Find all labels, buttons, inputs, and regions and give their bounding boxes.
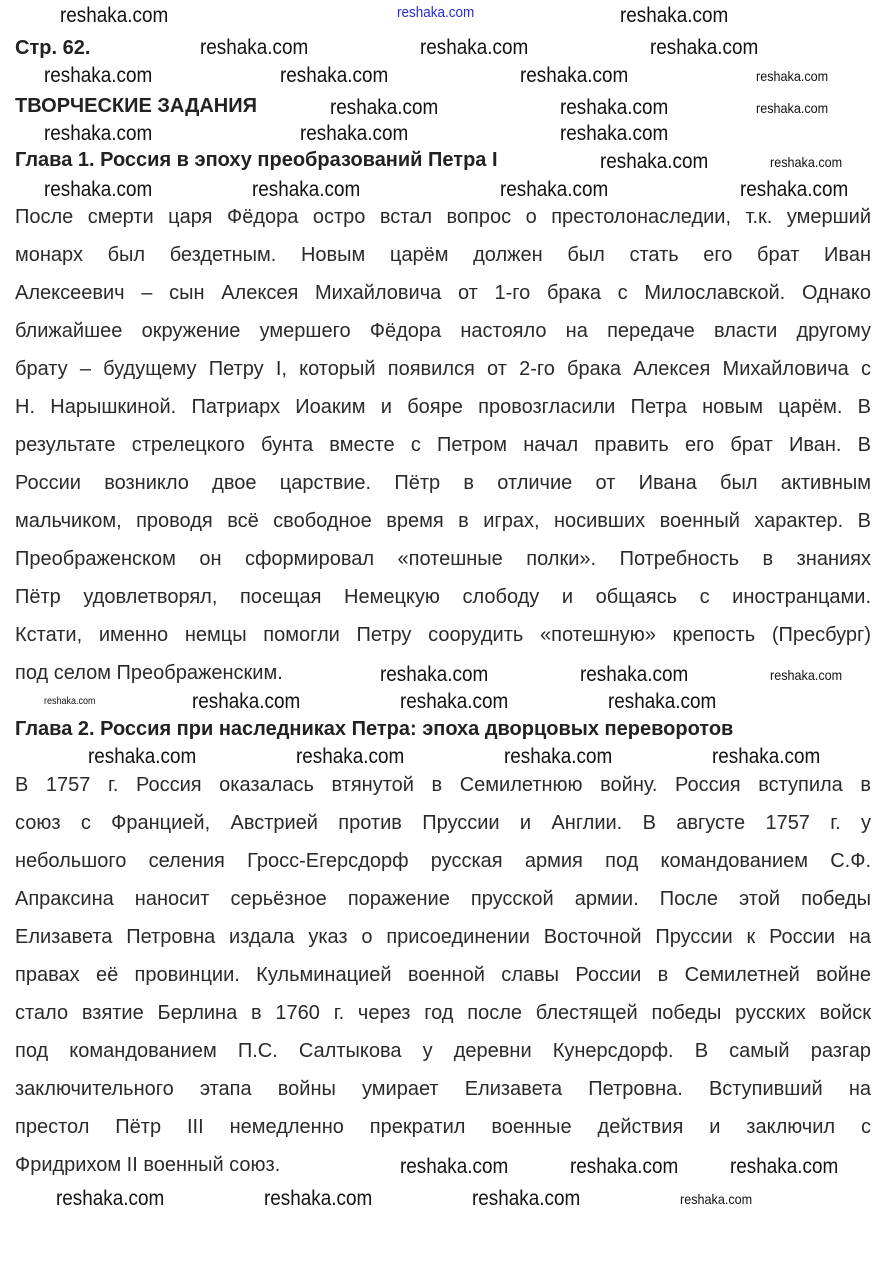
text-line: монарх был бездетным. Новым царём должен был стать его брат Иван <box>15 244 871 266</box>
watermark: reshaka.com <box>560 96 669 119</box>
text-line: ближайшее окружение умершего Фёдора настояло на передаче власти другому <box>15 320 871 342</box>
text-line: Апраксина наносит серьёзное поражение прусской армии. После этой победы <box>15 888 871 910</box>
text-line: правах её провинции. Кульминацией военной славы России в Семилетней войне <box>15 964 871 986</box>
text-line: Кстати, именно немцы помогли Петру соорудить «потешную» крепость (Пресбург) <box>15 624 871 646</box>
text-line: под селом Преображенским. <box>15 662 283 684</box>
watermark: reshaka.com <box>650 36 759 59</box>
watermark: reshaka.com <box>400 690 509 713</box>
watermark: reshaka.com <box>756 100 829 116</box>
watermark: reshaka.com <box>56 1187 165 1210</box>
watermark: reshaka.com <box>600 150 709 173</box>
watermark: reshaka.com <box>44 696 96 707</box>
watermark: reshaka.com <box>44 178 153 201</box>
watermark: reshaka.com <box>580 663 689 686</box>
text-line: брату – будущему Петру I, который появился от 2-го брака Алексея Михайловича с <box>15 358 871 380</box>
watermark: reshaka.com <box>300 122 409 145</box>
watermark: reshaka.com <box>330 96 439 119</box>
text-line: Алексеевич – сын Алексея Михайловича от 1-го брака с Милославской. Однако <box>15 282 871 304</box>
watermark: reshaka.com <box>740 178 849 201</box>
watermark: reshaka.com <box>560 122 669 145</box>
watermark: reshaka.com <box>296 745 405 768</box>
watermark: reshaka.com <box>680 1191 753 1207</box>
text-line: результате стрелецкого бунта вместе с Петром начал править его брат Иван. В <box>15 434 871 456</box>
text-line: Елизавета Петровна издала указ о присоединении Восточной Пруссии к России на <box>15 926 871 948</box>
watermark: reshaka.com <box>420 36 529 59</box>
text-line: После смерти царя Фёдора остро встал вопрос о престолонаследии, т.к. умерший <box>15 206 871 228</box>
watermark: reshaka.com <box>770 667 843 683</box>
text-line: Н. Нарышкиной. Патриарх Иоаким и бояре провозгласили Петра новым царём. В <box>15 396 871 418</box>
watermark: reshaka.com <box>44 122 153 145</box>
section-title: ТВОРЧЕСКИЕ ЗАДАНИЯ <box>15 95 257 117</box>
watermark: reshaka.com <box>770 154 843 170</box>
watermark: reshaka.com <box>88 745 197 768</box>
text-line: Преображенском он сформировал «потешные полки». Потребность в знаниях <box>15 548 871 570</box>
watermark: reshaka.com <box>400 1155 509 1178</box>
watermark: reshaka.com <box>200 36 309 59</box>
chapter-2-title: Глава 2. Россия при наследниках Петра: эпоха дворцовых переворотов <box>15 718 734 740</box>
watermark: reshaka.com <box>608 690 717 713</box>
text-line: России возникло двое царствие. Пётр в отличие от Ивана был активным <box>15 472 871 494</box>
watermark: reshaka.com <box>520 64 629 87</box>
watermark: reshaka.com <box>280 64 389 87</box>
chapter-1-title: Глава 1. Россия в эпоху преобразований Петра I <box>15 149 498 171</box>
watermark: reshaka.com <box>712 745 821 768</box>
text-line: мальчиком, проводя всё свободное время в играх, носивших военный характер. В <box>15 510 871 532</box>
text-line: В 1757 г. Россия оказалась втянутой в Семилетнюю войну. Россия вступила в <box>15 774 871 796</box>
watermark: reshaka.com <box>380 663 489 686</box>
watermark: reshaka.com <box>570 1155 679 1178</box>
text-line: стало взятие Берлина в 1760 г. через год после блестящей победы русских войск <box>15 1002 871 1024</box>
watermark: reshaka.com <box>472 1187 581 1210</box>
text-line: Пётр удовлетворял, посещая Немецкую слободу и общаясь с иностранцами. <box>15 586 871 608</box>
text-line: союз с Францией, Австрией против Пруссии и Англии. В августе 1757 г. у <box>15 812 871 834</box>
watermark: reshaka.com <box>252 178 361 201</box>
text-line: заключительного этапа войны умирает Елизавета Петровна. Вступивший на <box>15 1078 871 1100</box>
watermark: reshaka.com <box>730 1155 839 1178</box>
watermark: reshaka.com <box>60 4 169 27</box>
page-label: Стр. 62. <box>15 37 91 59</box>
text-line: небольшого селения Гросс-Егерсдорф русская армия под командованием С.Ф. <box>15 850 871 872</box>
watermark: reshaka.com <box>500 178 609 201</box>
watermark: reshaka.com <box>504 745 613 768</box>
watermark: reshaka.com <box>192 690 301 713</box>
watermark: reshaka.com <box>756 68 829 84</box>
text-line: под командованием П.С. Салтыкова у деревни Кунерсдорф. В самый разгар <box>15 1040 871 1062</box>
text-line: Фридрихом II военный союз. <box>15 1154 281 1176</box>
text-line: престол Пётр III немедленно прекратил военные действия и заключил с <box>15 1116 871 1138</box>
watermark: reshaka.com <box>264 1187 373 1210</box>
watermark: reshaka.com <box>397 4 475 21</box>
watermark: reshaka.com <box>44 64 153 87</box>
watermark: reshaka.com <box>620 4 729 27</box>
